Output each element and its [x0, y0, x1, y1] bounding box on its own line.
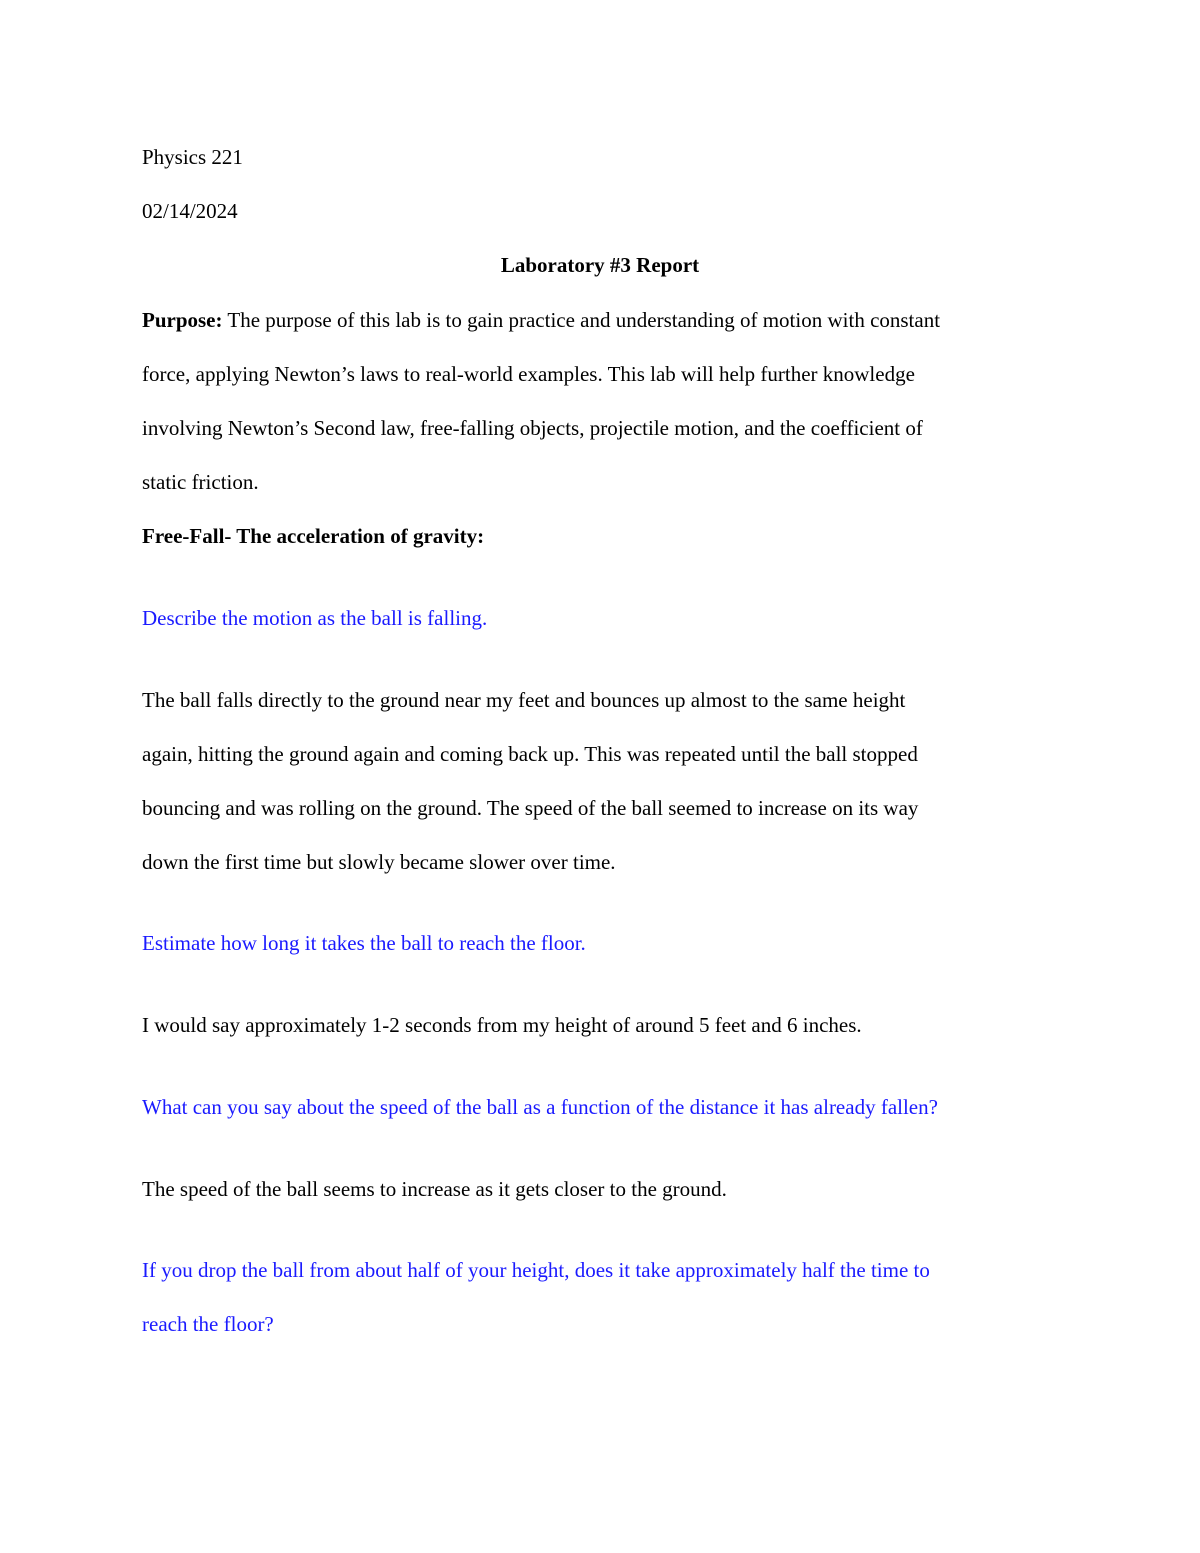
purpose-text-1: The purpose of this lab is to gain practice and understanding of motion with constant: [222, 308, 941, 332]
answer-1-line-4: down the first time but slowly became slower over time.: [142, 850, 616, 874]
answer-1-line-2: again, hitting the ground again and coming back up. This was repeated until the ball stopped: [142, 742, 918, 766]
report-date: 02/14/2024: [142, 199, 238, 223]
answer-3: The speed of the ball seems to increase as it gets closer to the ground.: [142, 1177, 727, 1201]
purpose-label: Purpose:: [142, 308, 223, 332]
question-4-line-2: reach the floor?: [142, 1312, 274, 1336]
section-heading-free-fall: Free-Fall- The acceleration of gravity:: [142, 524, 485, 548]
purpose-line-2: force, applying Newton’s laws to real-world examples. This lab will help further knowledge: [142, 362, 915, 386]
question-3: What can you say about the speed of the ball as a function of the distance it has already fallen?: [142, 1095, 938, 1119]
answer-1-line-3: bouncing and was rolling on the ground. The speed of the ball seemed to increase on its way: [142, 796, 919, 820]
question-2: Estimate how long it takes the ball to reach the floor.: [142, 931, 586, 955]
course-name: Physics 221: [142, 145, 243, 169]
purpose-line-4: static friction.: [142, 470, 259, 494]
question-1: Describe the motion as the ball is falling.: [142, 606, 488, 630]
answer-1-line-1: The ball falls directly to the ground near my feet and bounces up almost to the same height: [142, 688, 906, 712]
report-title: Laboratory #3 Report: [500, 253, 700, 277]
purpose-line-3: involving Newton’s Second law, free-falling objects, projectile motion, and the coefficient of: [142, 416, 923, 440]
question-4-line-1: If you drop the ball from about half of your height, does it take approximately half the time to: [142, 1258, 930, 1282]
answer-2: I would say approximately 1-2 seconds from my height of around 5 feet and 6 inches.: [142, 1013, 862, 1037]
purpose-line-1: [142, 307, 940, 333]
